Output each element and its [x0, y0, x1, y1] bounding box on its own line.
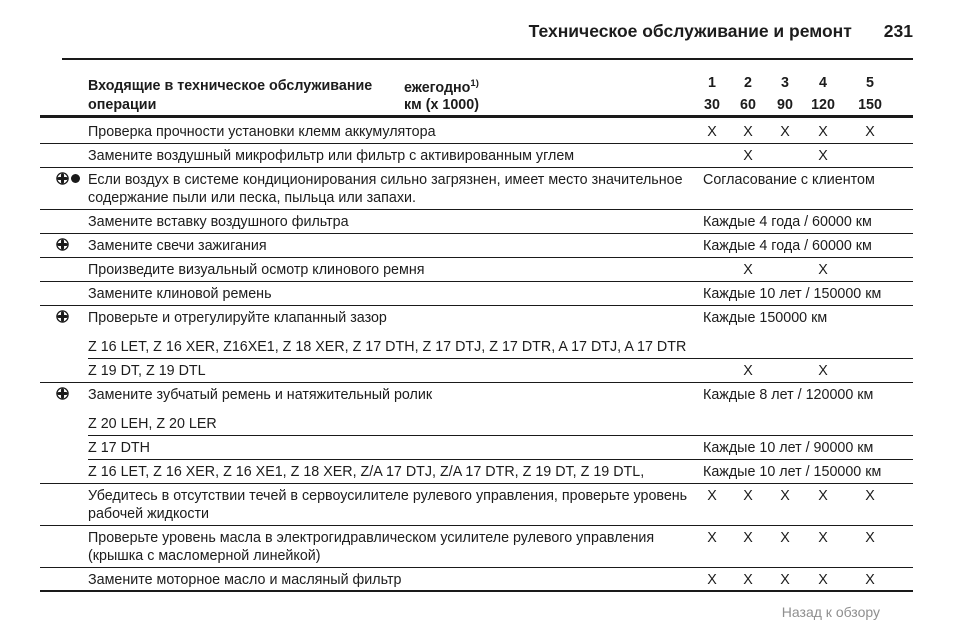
operation-text: Замените свечи зажигания — [88, 238, 267, 254]
engine-codes-text: Z 16 LET, Z 16 XER, Z 16 XE1, Z 18 XER, Z/A 17 DTJ, Z/A 17 DTR, Z 19 DT, Z 19 DTL, — [88, 464, 645, 480]
engine-codes-text: Z 20 LEH, Z 20 LER — [88, 416, 217, 432]
table-subrow-engines — [40, 335, 913, 359]
mark-cell: X — [780, 530, 790, 546]
mark-cell: X — [818, 363, 828, 379]
operations-column-header: Входящие в техническое обслуживание — [88, 78, 373, 94]
operation-text: Произведите визуальный осмотр клинового ремня — [88, 262, 425, 278]
table-row — [40, 120, 913, 144]
mark-cell: X — [707, 124, 717, 140]
mark-cell: X — [780, 124, 790, 140]
mark-cell: X — [818, 530, 828, 546]
row-icons — [56, 172, 80, 185]
page-title: Техническое обслуживание и ремонт — [528, 21, 852, 41]
row-icons — [56, 310, 69, 323]
table-row — [40, 234, 913, 258]
row-icons — [56, 387, 69, 400]
engine-codes-text: Z 19 DT, Z 19 DTL — [88, 363, 206, 379]
mark-cell: X — [743, 363, 753, 379]
page-number: 231 — [883, 21, 913, 41]
table-subrow-engines — [40, 460, 913, 484]
table-subrow-engines — [40, 359, 913, 383]
mark-cell: X — [818, 262, 828, 278]
service-number-3: 3 — [781, 75, 789, 91]
table-row — [40, 168, 913, 210]
page-header — [529, 21, 913, 42]
mark-cell: X — [743, 488, 753, 504]
table-subrow-engines — [40, 412, 913, 436]
interval-note: Каждые 10 лет / 150000 км — [703, 464, 882, 480]
screw-head-icon — [56, 172, 69, 185]
mark-cell: X — [743, 148, 753, 164]
service-km-3: 90 — [777, 97, 793, 113]
operation-text: Замените клиновой ремень — [88, 286, 272, 302]
mark-cell: X — [780, 488, 790, 504]
engine-codes-text: Z 16 LET, Z 16 XER, Z16XE1, Z 18 XER, Z 17 DTH, Z 17 DTJ, Z 17 DTR, A 17 DTJ, A 17 DTR — [88, 339, 687, 355]
service-number-4: 4 — [819, 75, 827, 91]
row-icons — [56, 238, 69, 251]
operations-column-header-line2: операции — [88, 97, 157, 113]
mark-cell: X — [818, 488, 828, 504]
service-km-1: 30 — [704, 97, 720, 113]
mark-cell: X — [865, 572, 875, 588]
table-row — [40, 258, 913, 282]
mark-cell: X — [743, 572, 753, 588]
operation-text: Проверка прочности установки клемм аккумулятора — [88, 124, 436, 140]
screw-head-icon — [56, 387, 69, 400]
interval-unit-header: км (x 1000) — [404, 97, 479, 113]
table-row — [40, 484, 913, 526]
mark-cell: X — [743, 124, 753, 140]
operation-text: Замените зубчатый ремень и натяжительный ролик — [88, 387, 433, 403]
screw-head-icon — [56, 310, 69, 323]
service-number-2: 2 — [744, 75, 752, 91]
mark-cell: X — [865, 124, 875, 140]
operation-text: Проверьте и отрегулируйте клапанный зазор — [88, 310, 387, 326]
operation-text: Замените воздушный микрофильтр или фильтр с активированным углем — [88, 148, 575, 164]
mark-cell: X — [743, 530, 753, 546]
table-header-divider — [40, 115, 913, 118]
interval-note: Согласование с клиентом — [703, 172, 875, 188]
header-divider — [62, 58, 913, 60]
mark-cell: X — [707, 572, 717, 588]
service-number-5: 5 — [866, 75, 874, 91]
table-row — [40, 282, 913, 306]
interval-note: Каждые 4 года / 60000 км — [703, 238, 872, 254]
mark-cell: X — [865, 530, 875, 546]
service-km-5: 150 — [858, 97, 882, 113]
mark-cell: X — [743, 262, 753, 278]
screw-head-icon — [56, 238, 69, 251]
table-row — [40, 383, 913, 407]
service-km-4: 120 — [811, 97, 835, 113]
table-row — [40, 526, 913, 568]
operation-text: Если воздух в системе кондиционирования сильно загрязнен, имеет место значительное содержание пыли или песка, пыльца или запахи. — [88, 172, 683, 206]
operation-text: Замените моторное масло и масляный фильтр — [88, 572, 402, 588]
service-number-1: 1 — [708, 75, 716, 91]
mark-cell: X — [865, 488, 875, 504]
back-to-overview-link[interactable]: Назад к обзору — [781, 604, 880, 620]
interval-note: Каждые 10 лет / 150000 км — [703, 286, 882, 302]
table-row — [40, 306, 913, 330]
mark-cell: X — [818, 124, 828, 140]
filled-dot-icon — [71, 174, 80, 183]
operation-text: Проверьте уровень масла в электрогидравлическом усилителе рулевого управления (крышка с масломерной линейкой) — [88, 530, 655, 564]
mark-cell: X — [707, 530, 717, 546]
mark-cell: X — [818, 572, 828, 588]
table-row — [40, 568, 913, 592]
interval-note: Каждые 8 лет / 120000 км — [703, 387, 874, 403]
mark-cell: X — [818, 148, 828, 164]
interval-note: Каждые 4 года / 60000 км — [703, 214, 872, 230]
mark-cell: X — [707, 488, 717, 504]
table-row — [40, 144, 913, 168]
engine-codes-text: Z 17 DTH — [88, 440, 150, 456]
operation-text: Замените вставку воздушного фильтра — [88, 214, 349, 230]
table-subrow-engines — [40, 436, 913, 460]
service-km-2: 60 — [740, 97, 756, 113]
interval-header — [404, 74, 479, 98]
table-row — [40, 210, 913, 234]
footnote-marker: 1) — [470, 78, 479, 89]
interval-note: Каждые 150000 км — [703, 310, 828, 326]
operation-text: Убедитесь в отсутствии течей в сервоусилителе рулевого управления, проверьте уровень рабочей жидкости — [88, 488, 688, 522]
interval-note: Каждые 10 лет / 90000 км — [703, 440, 874, 456]
maintenance-table — [40, 120, 913, 592]
mark-cell: X — [780, 572, 790, 588]
interval-word: ежегодно — [404, 79, 471, 96]
